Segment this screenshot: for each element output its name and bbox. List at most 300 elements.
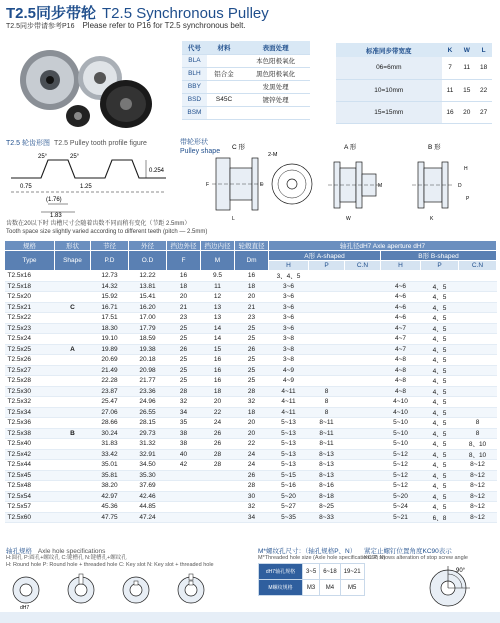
cell-acn	[345, 365, 381, 376]
cell-f: 35	[167, 418, 201, 429]
m-row2-cell: M5	[340, 580, 364, 596]
mat-code: BLH	[182, 67, 207, 80]
cell-bp: 4、5	[421, 281, 459, 292]
cell-acn	[345, 281, 381, 292]
cell-f: 25	[167, 365, 201, 376]
cell-bh: 4~10	[381, 407, 421, 418]
tooth-note	[6, 220, 306, 236]
size-w: 11	[458, 57, 475, 79]
cell-f	[167, 481, 201, 492]
cell-od: 23.36	[129, 386, 167, 397]
cell-dm: 26	[235, 344, 269, 355]
mat-header-material: 材料	[207, 41, 241, 54]
cell-m: 13	[201, 302, 235, 313]
cell-f: 40	[167, 449, 201, 460]
cell-pd: 16.71	[91, 302, 129, 313]
cell-shape	[55, 439, 91, 450]
cell-ap	[309, 302, 345, 313]
table-row	[5, 418, 497, 429]
mat-code: BSD	[182, 93, 207, 106]
cell-ah: 3~6	[269, 313, 309, 324]
cell-bh: 4~7	[381, 323, 421, 334]
mat-row	[182, 67, 310, 80]
cell-dm: 16	[235, 271, 269, 282]
cell-ah: 5~27	[269, 502, 309, 513]
cell-pd: 18.30	[91, 323, 129, 334]
cell-pd: 31.83	[91, 439, 129, 450]
size-row	[336, 101, 492, 123]
shape-b-d: D	[458, 183, 462, 189]
shape-b-p: P	[466, 196, 470, 202]
cell-bh	[381, 271, 421, 282]
th-b-shaped: B形 B-shaped	[381, 251, 497, 261]
cell-bp: 4、5	[421, 355, 459, 366]
th-axle-aperture: 轴孔径dH7 Axle aperture dH7	[269, 241, 497, 251]
table-row	[5, 355, 497, 366]
cell-od: 35.30	[129, 470, 167, 481]
cell-dm: 18	[235, 407, 269, 418]
table-row	[5, 344, 497, 355]
cell-bh: 4~8	[381, 386, 421, 397]
cell-pd: 33.42	[91, 449, 129, 460]
cell-type: T2.5x16	[5, 271, 55, 282]
cell-shape	[55, 313, 91, 324]
cell-type: T2.5x32	[5, 397, 55, 408]
mat-row	[182, 54, 310, 67]
cell-ah: 5~13	[269, 418, 309, 429]
cell-od: 32.91	[129, 449, 167, 460]
cell-ah: 3、4、5	[269, 271, 309, 282]
table-header-row-2	[5, 251, 497, 261]
pulley-spec-table	[4, 240, 497, 523]
cell-bcn	[459, 386, 497, 397]
cell-pd: 12.73	[91, 271, 129, 282]
cell-type: T2.5x28	[5, 376, 55, 387]
shape-b-h: H	[464, 166, 468, 172]
cell-bp: 4、5	[421, 407, 459, 418]
shape-title-en: Pulley shape	[180, 148, 221, 155]
cell-ap	[309, 376, 345, 387]
cell-dm: 32	[235, 397, 269, 408]
table-row	[5, 323, 497, 334]
mat-code: BLA	[182, 54, 207, 67]
shape-b-k: K	[430, 216, 434, 222]
title-cn: T2.5同步带轮	[6, 5, 97, 22]
cell-pd: 22.28	[91, 376, 129, 387]
th-dm: Dm	[235, 251, 269, 271]
cell-pd: 27.06	[91, 407, 129, 418]
cell-bcn	[459, 355, 497, 366]
tooth-title-cn: T2.5 轮齿形图	[6, 140, 50, 147]
cell-bp: 4、5	[421, 292, 459, 303]
cell-type: T2.5x40	[5, 439, 55, 450]
cell-acn	[345, 449, 381, 460]
size-label: 10=10mm	[336, 79, 442, 101]
th-a-h: H	[269, 261, 309, 271]
axle-hole-title-cn: 轴孔规格	[6, 548, 32, 555]
mat-material	[207, 80, 241, 93]
m-thread-title-cn: M*螺纹孔尺寸：（轴孔规格P、N）	[258, 548, 357, 555]
cell-bcn	[459, 281, 497, 292]
cell-acn	[345, 302, 381, 313]
cell-pd: 21.49	[91, 365, 129, 376]
cell-type: T2.5x18	[5, 281, 55, 292]
th-od-cn: 外径	[129, 241, 167, 251]
size-row	[336, 79, 492, 101]
cell-pd: 45.36	[91, 502, 129, 513]
table-row	[5, 271, 497, 282]
cell-od: 21.77	[129, 376, 167, 387]
cell-ah: 4~11	[269, 407, 309, 418]
th-a-cn: C.N	[345, 261, 381, 271]
cell-dm: 25	[235, 365, 269, 376]
cell-dm: 23	[235, 313, 269, 324]
cell-bh: 4~8	[381, 365, 421, 376]
subtitle-cn: T2.5同步带请参考P16	[6, 23, 75, 30]
mat-material	[207, 106, 241, 119]
cell-f	[167, 470, 201, 481]
stop-screw-title	[364, 546, 452, 555]
dim-183: 1.83	[50, 213, 62, 218]
size-w: 20	[458, 101, 475, 123]
cell-f: 25	[167, 355, 201, 366]
angle-25-right: 25°	[70, 154, 80, 160]
cell-f: 25	[167, 334, 201, 345]
cell-ap	[309, 323, 345, 334]
cell-dm: 25	[235, 376, 269, 387]
cell-ah: 5~15	[269, 470, 309, 481]
cell-ah: 3~6	[269, 323, 309, 334]
cell-bh: 5~21	[381, 512, 421, 523]
cell-ap	[309, 355, 345, 366]
cell-acn	[345, 418, 381, 429]
table-row	[5, 386, 497, 397]
mat-header-finish: 表面处理	[241, 41, 310, 54]
cell-bp: 4、5	[421, 313, 459, 324]
cell-dm: 20	[235, 418, 269, 429]
cell-ap	[309, 292, 345, 303]
size-w: 15	[458, 79, 475, 101]
cell-type: T2.5x42	[5, 449, 55, 460]
cell-ap: 8~25	[309, 502, 345, 513]
th-od: O.D	[129, 251, 167, 271]
th-shape-cn: 形状	[55, 241, 91, 251]
cell-bcn	[459, 313, 497, 324]
cell-dm: 21	[235, 302, 269, 313]
cell-m: 26	[201, 439, 235, 450]
table-row	[5, 281, 497, 292]
cell-od: 19.38	[129, 344, 167, 355]
cell-bp: 6、8	[421, 512, 459, 523]
cell-bcn	[459, 397, 497, 408]
cell-shape	[55, 418, 91, 429]
pulley-photo	[8, 38, 168, 130]
cell-m: 13	[201, 313, 235, 324]
cell-dm: 28	[235, 386, 269, 397]
cell-ap: 8~11	[309, 439, 345, 450]
cell-bcn: 8、10	[459, 439, 497, 450]
cell-shape	[55, 292, 91, 303]
cell-shape	[55, 355, 91, 366]
mat-code: BSM	[182, 106, 207, 119]
cell-dm: 25	[235, 355, 269, 366]
cell-pd: 35.81	[91, 470, 129, 481]
cell-bp: 4、5	[421, 365, 459, 376]
cell-pd: 47.75	[91, 512, 129, 523]
cell-bh: 5~10	[381, 439, 421, 450]
mat-finish: 发黑处理	[241, 80, 310, 93]
th-m-cn: 挡边内径	[201, 241, 235, 251]
spec-table-body	[5, 271, 497, 523]
cell-m: 15	[201, 344, 235, 355]
cell-f: 16	[167, 271, 201, 282]
table-row	[5, 470, 497, 481]
size-k: 16	[442, 101, 459, 123]
title-en: T2.5 Synchronous Pulley	[102, 5, 269, 22]
cell-od: 44.85	[129, 502, 167, 513]
size-header-label: 标准同步带宽度	[336, 43, 442, 57]
table-row	[5, 313, 497, 324]
cell-acn	[345, 491, 381, 502]
shape-a-m: M	[378, 183, 383, 189]
cell-ap: 8~11	[309, 418, 345, 429]
table-row	[5, 302, 497, 313]
cell-m	[201, 502, 235, 513]
mat-material: 铝合金	[207, 67, 241, 80]
cell-od: 34.50	[129, 460, 167, 471]
cell-pd: 42.97	[91, 491, 129, 502]
cell-bcn: 8~12	[459, 460, 497, 471]
m-row-axle	[259, 564, 365, 580]
cell-bp: 4、5	[421, 439, 459, 450]
size-k: 11	[442, 79, 459, 101]
axle-hole-title	[6, 546, 105, 555]
cell-ap	[309, 365, 345, 376]
cell-ah: 4~9	[269, 365, 309, 376]
cell-ap: 8~16	[309, 481, 345, 492]
axle-hole-title-en: Axle hole specifications	[37, 548, 106, 555]
cell-ah: 5~13	[269, 460, 309, 471]
cell-f	[167, 512, 201, 523]
cell-dm: 25	[235, 323, 269, 334]
cell-dm: 26	[235, 470, 269, 481]
cell-dm: 22	[235, 439, 269, 450]
cell-ap: 8~13	[309, 470, 345, 481]
th-shape: Shape	[55, 251, 91, 271]
cell-od: 18.59	[129, 334, 167, 345]
cell-f: 42	[167, 460, 201, 471]
cell-ah: 5~35	[269, 512, 309, 523]
stop-screw-title-cn: 紧定止螺钉位置角度KC90表示	[364, 548, 452, 555]
cell-m	[201, 481, 235, 492]
table-row	[5, 460, 497, 471]
axle-hole-diagrams	[6, 572, 236, 610]
cell-acn	[345, 376, 381, 387]
table-row	[5, 439, 497, 450]
stop-screw-title-en: KC90 shows alteration of stop screw angle	[364, 555, 468, 561]
cell-pd: 14.32	[91, 281, 129, 292]
cell-ah: 3~8	[269, 355, 309, 366]
cell-bh: 5~12	[381, 460, 421, 471]
cell-od: 20.18	[129, 355, 167, 366]
cell-od: 16.20	[129, 302, 167, 313]
cell-bp: 4、5	[421, 386, 459, 397]
cell-ap: 8	[309, 407, 345, 418]
cell-bp: 4、5	[421, 344, 459, 355]
cell-ap: 8	[309, 397, 345, 408]
cell-ah: 3~8	[269, 344, 309, 355]
cell-m: 26	[201, 428, 235, 439]
cell-dm: 20	[235, 292, 269, 303]
cell-acn	[345, 460, 381, 471]
th-dm-cn: 轮毂直径	[235, 241, 269, 251]
mat-row	[182, 106, 310, 119]
cell-ap: 8~33	[309, 512, 345, 523]
cell-ah: 5~20	[269, 491, 309, 502]
mat-header-code: 代号	[182, 41, 207, 54]
cell-type: T2.5x34	[5, 407, 55, 418]
cell-type: T2.5x54	[5, 491, 55, 502]
cell-bcn: 8~12	[459, 502, 497, 513]
cell-ap: 8	[309, 386, 345, 397]
cell-bh: 4~7	[381, 344, 421, 355]
cell-type: T2.5x57	[5, 502, 55, 513]
cell-ap	[309, 271, 345, 282]
cell-od: 24.96	[129, 397, 167, 408]
cell-ap: 8~18	[309, 491, 345, 502]
cell-od: 26.55	[129, 407, 167, 418]
table-row	[5, 449, 497, 460]
th-a-shaped: A形 A-shaped	[269, 251, 381, 261]
size-l: 22	[475, 79, 492, 101]
cell-m: 14	[201, 323, 235, 334]
th-f-cn: 挡边外径	[167, 241, 201, 251]
cell-ap	[309, 313, 345, 324]
cell-m: 11	[201, 281, 235, 292]
shape-c-f: F	[206, 182, 210, 188]
cell-type: T2.5x24	[5, 334, 55, 345]
m-row1-cell: 6~18	[320, 564, 341, 580]
page-title	[6, 2, 269, 23]
cell-acn	[345, 344, 381, 355]
cell-dm: 25	[235, 334, 269, 345]
cell-bh: 5~12	[381, 449, 421, 460]
cell-type: T2.5x38	[5, 428, 55, 439]
cell-bcn	[459, 365, 497, 376]
cell-shape	[55, 365, 91, 376]
cell-bp: 4、5	[421, 334, 459, 345]
cell-od: 47.24	[129, 512, 167, 523]
page-header	[0, 0, 500, 36]
cell-shape	[55, 460, 91, 471]
size-label: 06=6mm	[336, 57, 442, 79]
cell-shape	[55, 386, 91, 397]
cell-bh: 5~10	[381, 428, 421, 439]
th-pd-cn: 节径	[91, 241, 129, 251]
cell-acn	[345, 470, 381, 481]
cell-bh: 4~10	[381, 397, 421, 408]
hole-dh7-label: dH7	[20, 605, 30, 610]
m-thread-table	[258, 563, 365, 596]
cell-bp: 4、5	[421, 449, 459, 460]
cell-f: 32	[167, 397, 201, 408]
stop-screw-angle-diagram	[420, 562, 480, 610]
cell-m: 14	[201, 334, 235, 345]
cell-bp	[421, 271, 459, 282]
th-type-cn: 规格	[5, 241, 55, 251]
size-l: 18	[475, 57, 492, 79]
cell-shape	[55, 334, 91, 345]
cell-f: 21	[167, 302, 201, 313]
cell-bp: 4、5	[421, 502, 459, 513]
cell-dm: 30	[235, 491, 269, 502]
shape-c-e: E	[260, 182, 264, 188]
cell-shape	[55, 407, 91, 418]
cell-bh: 4~7	[381, 334, 421, 345]
cell-pd: 23.87	[91, 386, 129, 397]
table-row	[5, 512, 497, 523]
cell-bcn	[459, 323, 497, 334]
cell-type: T2.5x36	[5, 418, 55, 429]
cell-m: 12	[201, 292, 235, 303]
cell-dm: 24	[235, 460, 269, 471]
dim-0254: 0.254	[149, 168, 165, 174]
cell-pd: 28.66	[91, 418, 129, 429]
cell-type: T2.5x48	[5, 481, 55, 492]
size-label: 15=15mm	[336, 101, 442, 123]
cell-bp: 4、5	[421, 302, 459, 313]
table-row	[5, 397, 497, 408]
cell-ap	[309, 344, 345, 355]
cell-m: 28	[201, 449, 235, 460]
cell-bcn	[459, 334, 497, 345]
table-row	[5, 292, 497, 303]
cell-ah: 4~11	[269, 386, 309, 397]
cell-acn	[345, 481, 381, 492]
mat-finish: 黑色阳极氧化	[241, 67, 310, 80]
cell-f: 28	[167, 386, 201, 397]
table-row	[5, 407, 497, 418]
cell-pd: 19.10	[91, 334, 129, 345]
shape-c-l: L	[232, 216, 235, 222]
table-row	[5, 502, 497, 513]
m-row2-cell: M3	[303, 580, 320, 596]
th-b-p: P	[421, 261, 459, 271]
cell-bcn	[459, 302, 497, 313]
table-row	[5, 376, 497, 387]
cell-acn	[345, 502, 381, 513]
tooth-profile-title	[6, 138, 147, 148]
m-row-thread	[259, 580, 365, 596]
cell-m: 9.5	[201, 271, 235, 282]
cell-acn	[345, 271, 381, 282]
cell-bp: 4、5	[421, 397, 459, 408]
cell-acn	[345, 334, 381, 345]
cell-acn	[345, 323, 381, 334]
m-row1-cell: 19~21	[340, 564, 364, 580]
tooth-profile-diagram	[6, 148, 171, 218]
th-pd: P.D	[91, 251, 129, 271]
cell-shape: C	[55, 302, 91, 313]
cell-f	[167, 491, 201, 502]
cell-ah: 3~6	[269, 281, 309, 292]
cell-shape	[55, 281, 91, 292]
angle-90-label: 90°	[456, 568, 466, 574]
size-header-k: K	[442, 43, 459, 57]
cell-ah: 3~6	[269, 292, 309, 303]
cell-bp: 4、5	[421, 491, 459, 502]
cell-od: 15.41	[129, 292, 167, 303]
